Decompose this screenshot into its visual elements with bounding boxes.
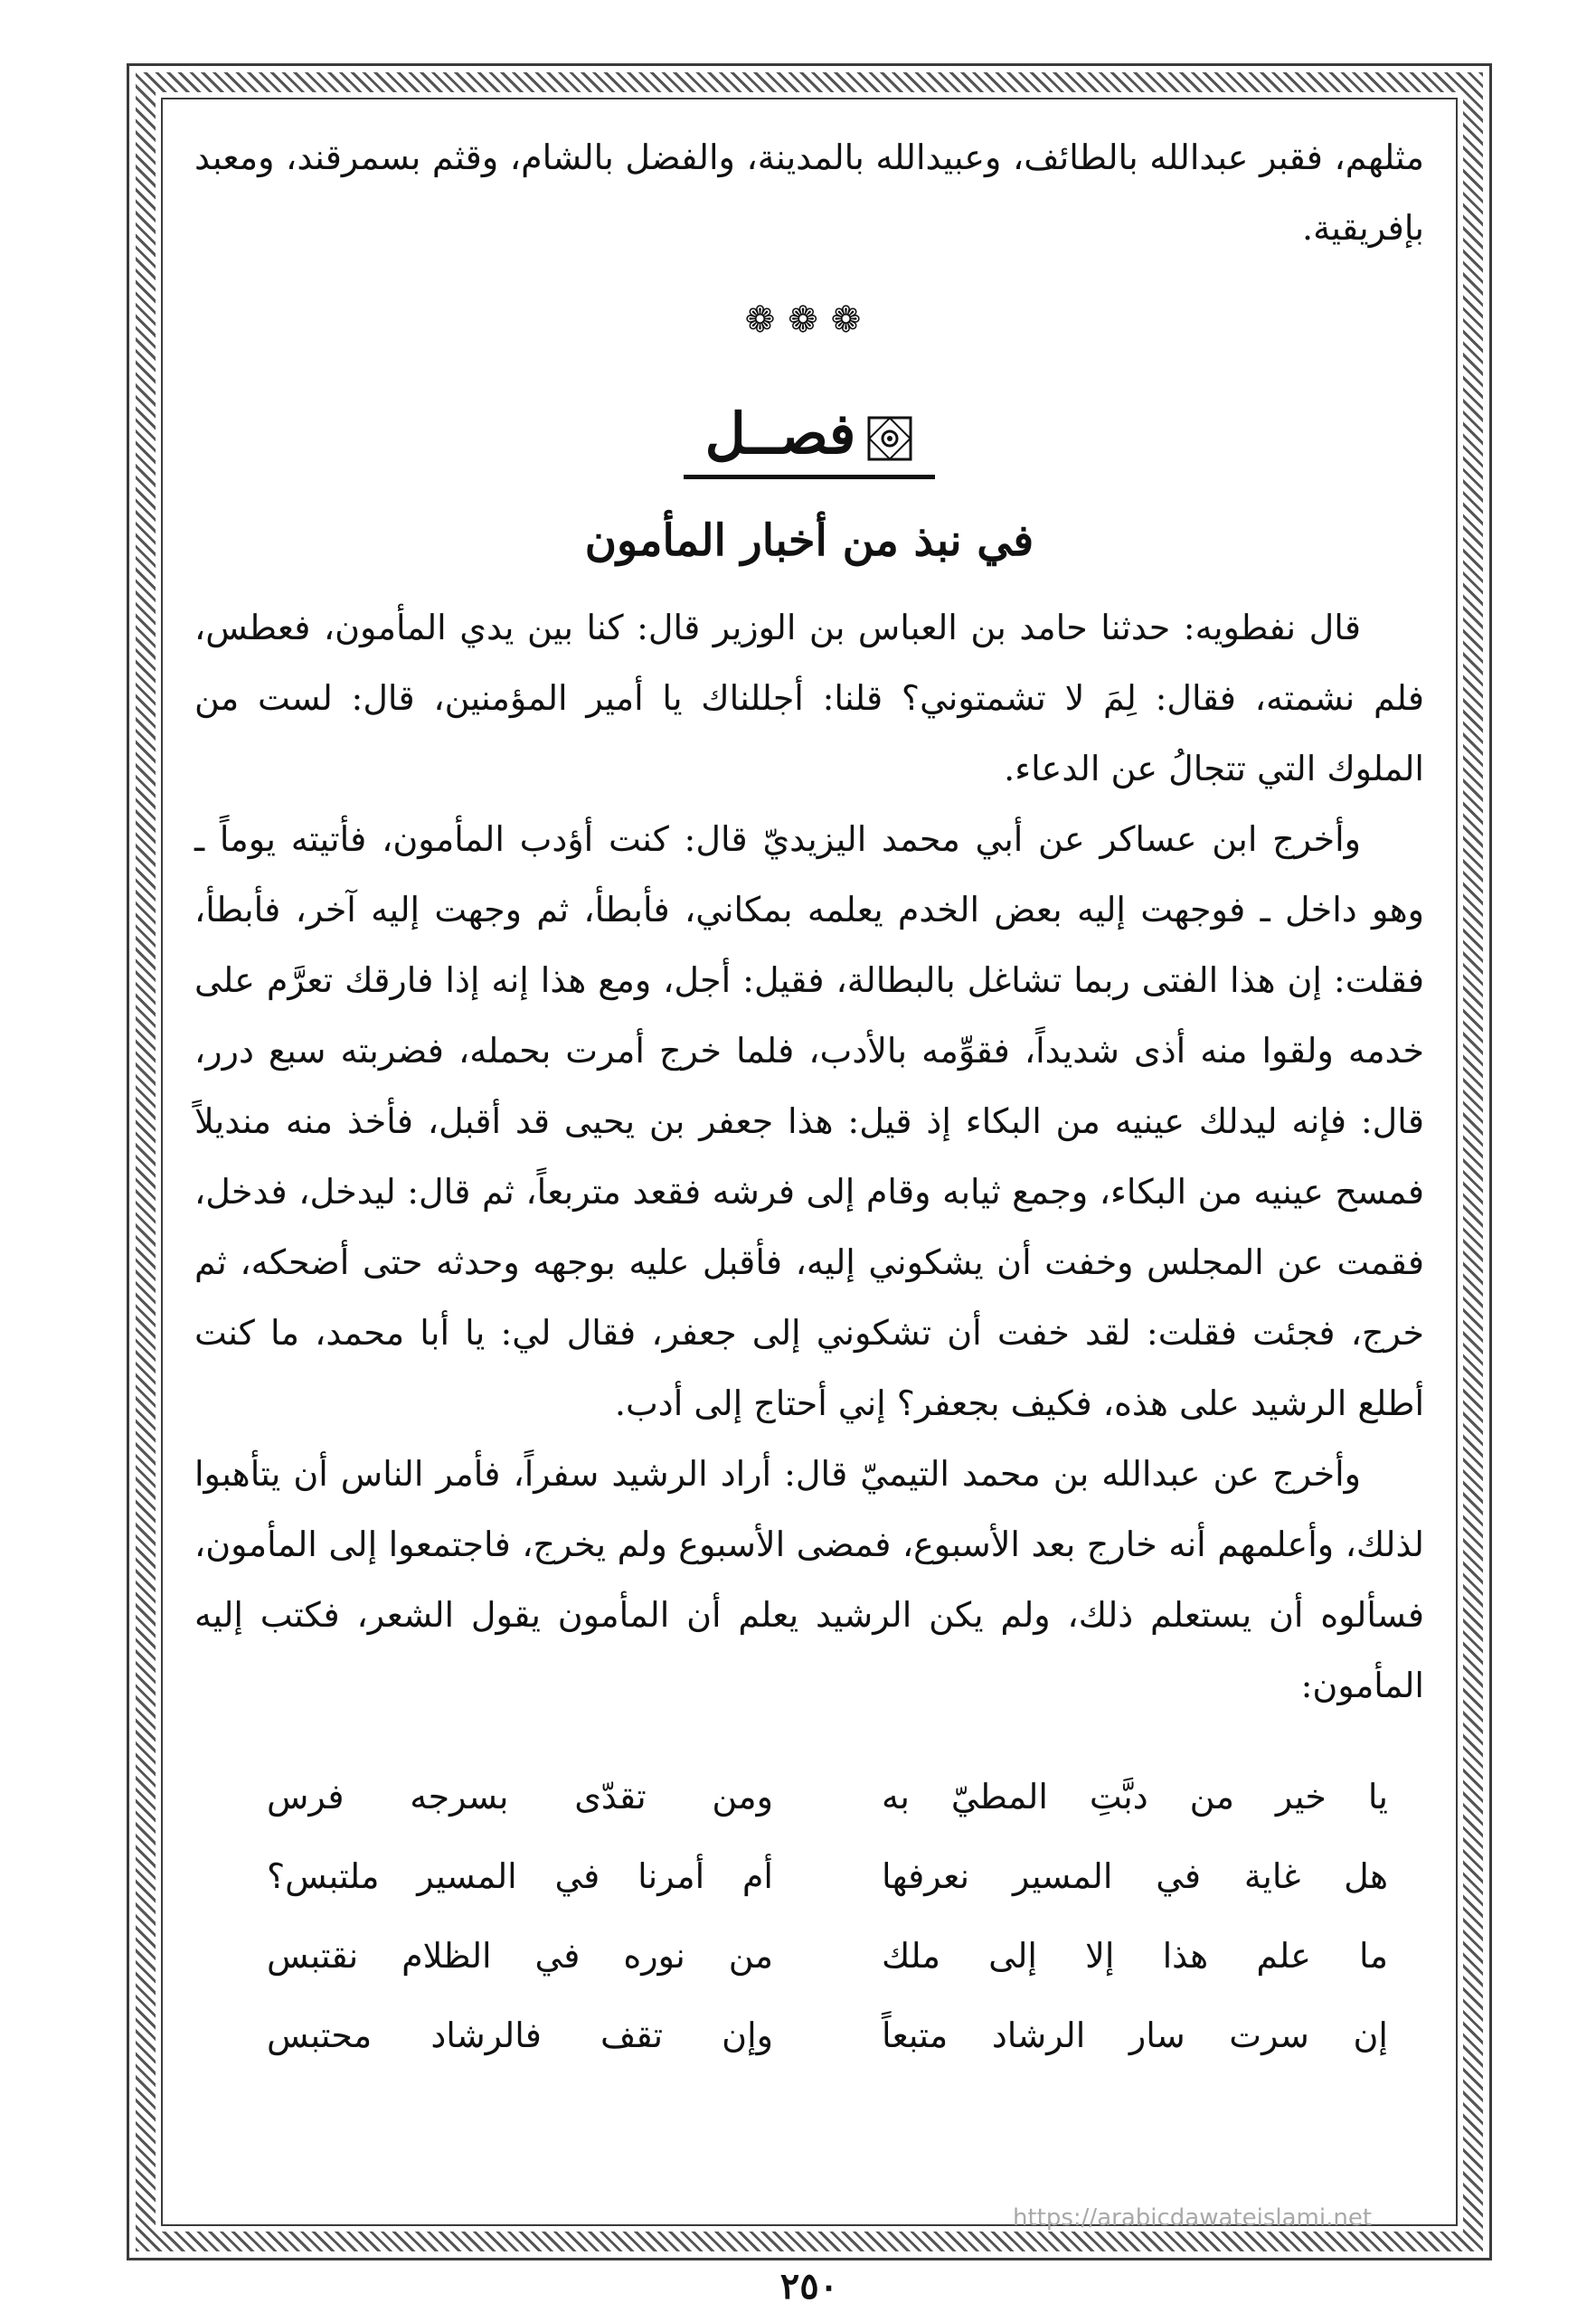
paragraph: وأخرج عن عبدالله بن محمد التيميّ قال: أراد الرشيد سفراً، فأمر الناس أن يتأهبوا لذلك، وأعلمهم أنه خارج بعد الأسبوع، فمضى الأسبوع ولم يخرج، فاجتمعوا إلى المأمون، فسألوه أن يستعلم ذلك، ولم يكن الرشيد يعلم أن المأمون يقول الشعر، فكتب إليه المأمون: (194, 1454, 1424, 1705)
poem-verse (267, 1836, 1388, 1916)
section-separator: ❁❁❁ (744, 299, 874, 341)
poem-verse (267, 1916, 1388, 1996)
verse-second-hemistich: من نوره في الظلام نقتبس (267, 1936, 773, 1976)
continuation-paragraph: مثلهم، فقبر عبدالله بالطائف، وعبيدالله بالمدينة، والفضل بالشام، وقثم بسمرقند، ومعبد بإفريقية. (194, 137, 1424, 248)
poem (267, 1757, 1388, 2075)
paragraph: قال نفطويه: حدثنا حامد بن العباس بن الوزير قال: كنا بين يدي المأمون، فعطس، فلم نشمته، فقال: لِمَ لا تشمتوني؟ قلنا: أجللناك يا أمير المؤمنين، قال: لست من الملوك التي تتجالُ عن الدعاء. (194, 608, 1424, 788)
page-number: ٢٥٠ (779, 2265, 839, 2307)
poem-verse (267, 1757, 1388, 1836)
heading-block (194, 397, 1424, 487)
source-watermark: https://arabicdawateislami.net (1013, 2204, 1373, 2232)
poem-verse (267, 1996, 1388, 2075)
section-subheading: في نبذ من أخبار المأمون (584, 515, 1034, 566)
verse-first-hemistich: هل غاية في المسير نعرفها (882, 1856, 1388, 1896)
section-heading (684, 397, 936, 479)
verse-first-hemistich: يا خير من دبَّتِ المطيّ به (882, 1777, 1388, 1817)
paragraph: وأخرج ابن عساكر عن أبي محمد اليزيديّ قال: كنت أؤدب المأمون، فأتيته يوماً ـ وهو داخل ـ فوجهت إليه بعض الخدم يعلمه بمكاني، فأبطأ، ثم وجهت إليه آخر، فأبطأ، فقلت: إن هذا الفتى ربما تشاغل بالبطالة، فقيل: أجل، ومع هذا إنه إذا فارقك تعرَّم على خدمه ولقوا منه أذى شديداً، فقوِّمه بالأدب، فلما خرج أمرت بحمله، فضربته سبع درر، قال: فإنه ليدلك عينيه من البكاء إذ قيل: هذا جعفر بن يحيى قد أقبل، فأخذ منه منديلاً فمسح عينيه من البكاء، وجمع ثيابه وقام إلى فرشه فقعد متربعاً، ثم قال: ليدخل، فدخل، فقمت عن المجلس وخفت أن يشكوني إليه، فأقبل عليه بوجهه وحدثه حتى أضحكه، ثم خرج، فجئت فقلت: لقد خفت أن تشكوني إلى جعفر، فقال لي: يا أبا محمد، ما كنت أطلع الرشيد على هذه، فكيف بجعفر؟ إني أحتاج إلى أدب. (194, 819, 1424, 1423)
verse-second-hemistich: ومن تقدّى بسرجه فرس (267, 1777, 773, 1817)
ornament-icon (866, 415, 913, 462)
verse-first-hemistich: إن سرت سار الرشاد متبعاً (882, 2015, 1388, 2055)
verse-second-hemistich: وإن تقف فالرشاد محتبس (267, 2015, 773, 2055)
verse-first-hemistich: ما علم هذا إلا إلى ملك (882, 1936, 1388, 1976)
verse-second-hemistich: أم أمرنا في المسير ملتبس؟ (267, 1856, 773, 1896)
section-heading-text: فصــل (704, 401, 856, 467)
